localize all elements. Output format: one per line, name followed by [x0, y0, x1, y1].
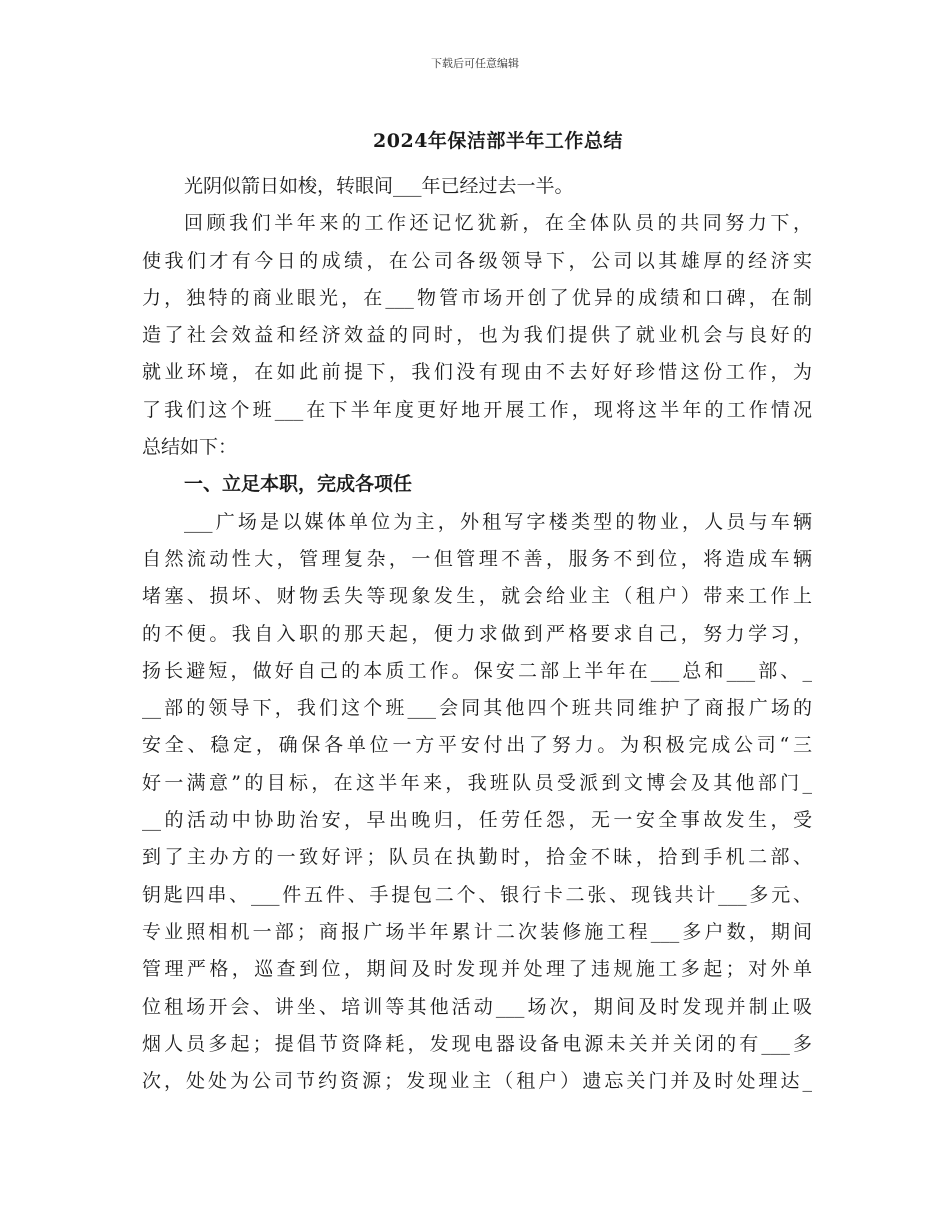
text-line: 专业照相机一部；商报广场半年累计二次装修施工程___多户数，期间: [142, 920, 812, 943]
text-line: 自然流动性大，管理复杂，一但管理不善，服务不到位，将造成车辆: [142, 547, 812, 570]
text-line: __部的领导下，我们这个班___会同其他四个班共同维护了商报广场的: [142, 697, 812, 720]
section-heading: 一、立足本职，完成各项任: [184, 473, 413, 496]
text-line: 造了社会效益和经济效益的同时，也为我们提供了就业机会与良好的: [142, 324, 812, 347]
text-line: 总结如下：: [142, 436, 238, 459]
text-line: 管理严格，巡查到位，期间及时发现并处理了违规施工多起；对外单: [142, 958, 812, 981]
text-line: 回顾我们半年来的工作还记忆犹新，在全体队员的共同努力下，: [184, 212, 812, 235]
text-line: 堵塞、损坏、财物丢失等现象发生，就会给业主（租户）带来工作上: [142, 585, 812, 608]
text-line: 位租场开会、讲坐、培训等其他活动___场次，期间及时发现并制止吸: [142, 995, 812, 1018]
text-line: 就业环境，在如此前提下，我们没有现由不去好好珍惜这份工作，为: [142, 361, 812, 384]
text-line: 次，处处为公司节约资源；发现业主（租户）遗忘关门并及时处理达_: [142, 1070, 812, 1093]
text-line: 使我们才有今日的成绩，在公司各级领导下，公司以其雄厚的经济实: [142, 249, 812, 272]
text-line: 力，独特的商业眼光，在___物管市场开创了优异的成绩和口碑，在制: [142, 286, 812, 309]
text-line: 光阴似箭日如梭，转眼间___年已经过去一半。: [184, 175, 574, 197]
text-line: 安全、稳定，确保各单位一方平安付出了努力。为积极完成公司“三: [142, 734, 812, 757]
text-line: 的不便。我自入职的那天起，便力求做到严格要求自己，努力学习，: [142, 622, 812, 645]
text-line: ___广场是以媒体单位为主，外租写字楼类型的物业，人员与车辆: [184, 510, 812, 533]
document-title: 2024年保洁部半年工作总结: [373, 130, 623, 152]
text-line: 了我们这个班___在下半年度更好地开展工作，现将这半年的工作情况: [142, 398, 812, 421]
text-line: 钥匙四串、___件五件、手提包二个、银行卡二张、现钱共计___多元、: [142, 883, 812, 906]
document-body: [142, 168, 812, 1100]
page-header-note: 下载后可任意编辑: [431, 57, 519, 70]
text-line: __的活动中协助治安，早出晚归，任劳任怨，无一安全事故发生，受: [142, 809, 812, 832]
text-line: 扬长避短，做好自己的本质工作。保安二部上半年在___总和___部、_: [142, 659, 812, 682]
text-line: 好一满意”的目标，在这半年来，我班队员受派到文博会及其他部门_: [142, 771, 812, 794]
text-line: 烟人员多起；提倡节资降耗，发现电器设备电源未关并关闭的有___多: [142, 1032, 812, 1055]
text-line: 到了主办方的一致好评；队员在执勤时，拾金不昧，拾到手机二部、: [142, 846, 812, 869]
